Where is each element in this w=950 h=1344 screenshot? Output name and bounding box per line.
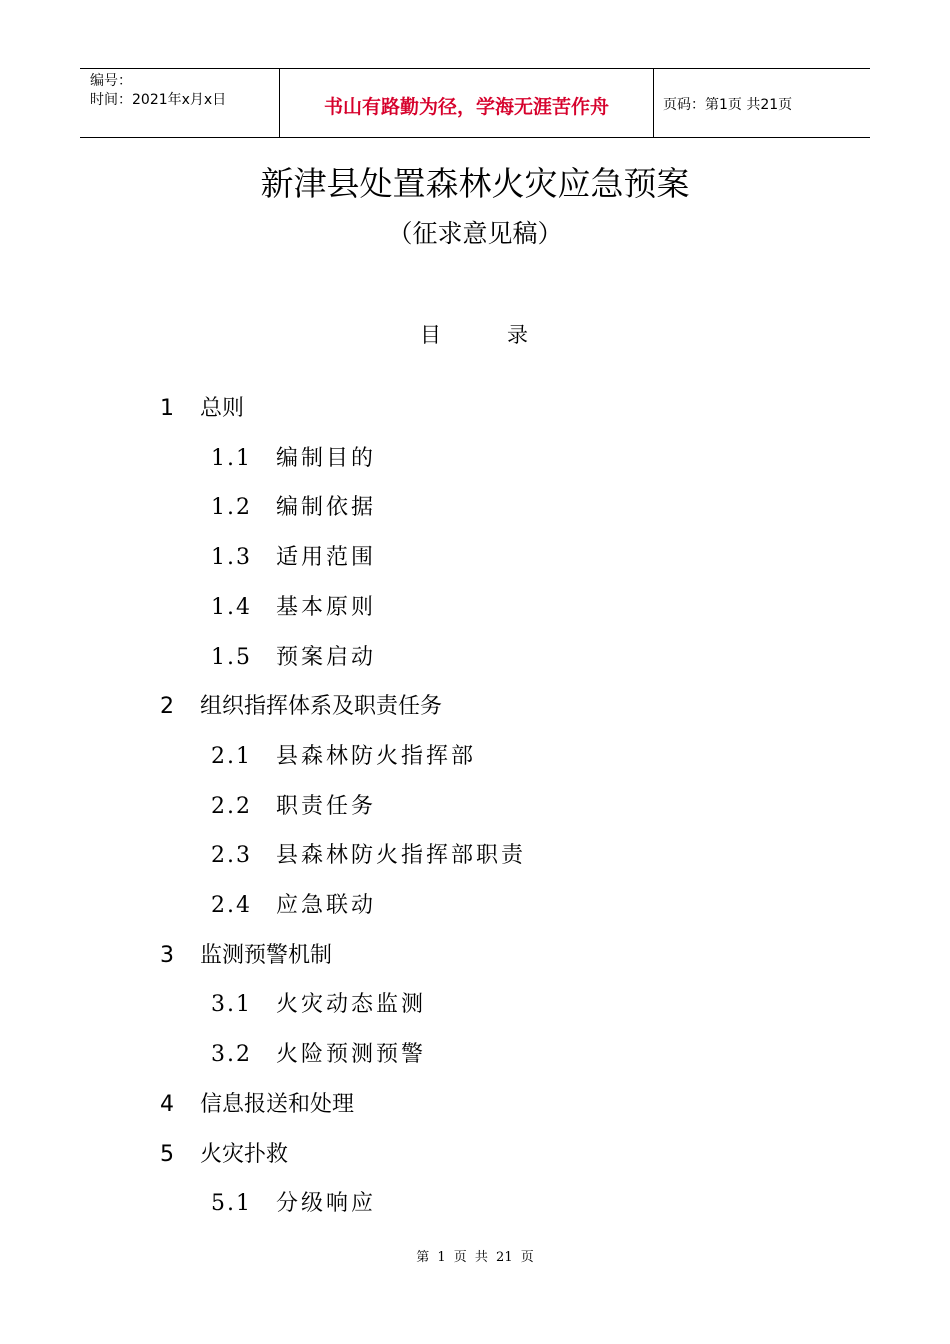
toc-item-number: 2.2 bbox=[211, 794, 252, 819]
toc-item-number: 2 bbox=[160, 694, 174, 719]
toc-item-label: 编制依据 bbox=[276, 495, 377, 520]
toc-item-label: 县森林防火指挥部职责 bbox=[276, 843, 527, 868]
toc-item bbox=[211, 789, 376, 825]
toc-item bbox=[211, 888, 376, 924]
page-footer: 第 1 页 共 21 页 bbox=[416, 1250, 534, 1265]
toc-item-label: 分级响应 bbox=[276, 1191, 377, 1216]
toc-item bbox=[160, 1137, 288, 1173]
toc-item bbox=[160, 689, 442, 725]
toc-item-label: 职责任务 bbox=[276, 794, 377, 819]
toc-item bbox=[211, 540, 376, 576]
header-motto: 书山有路勤为径，学海无涯苦作舟 bbox=[280, 69, 654, 137]
toc-heading: 目录 bbox=[420, 323, 594, 347]
document-subtitle: （征求意见稿） bbox=[387, 219, 563, 248]
toc-item-number: 3.1 bbox=[211, 992, 252, 1017]
document-title: 新津县处置森林火灾应急预案 bbox=[260, 164, 690, 203]
page-header bbox=[80, 68, 870, 138]
toc-item-number: 1.4 bbox=[211, 595, 252, 620]
toc-item-label: 信息报送和处理 bbox=[200, 1092, 355, 1117]
toc-item-number: 2.4 bbox=[211, 893, 252, 918]
toc-item bbox=[211, 987, 426, 1023]
header-page-info: 页码：第1页 共21页 bbox=[663, 97, 793, 113]
toc-item-number: 1.5 bbox=[211, 645, 252, 670]
toc-item bbox=[211, 441, 376, 477]
toc-item-number: 5.1 bbox=[211, 1191, 252, 1216]
header-time: 时间：2021年x月x日 bbox=[90, 92, 227, 108]
toc-item-number: 3.2 bbox=[211, 1042, 252, 1067]
header-meta bbox=[80, 69, 280, 137]
toc-item bbox=[211, 640, 376, 676]
toc-item-label: 火险预测预警 bbox=[276, 1042, 427, 1067]
header-number: 编号： bbox=[90, 73, 132, 89]
toc-item-label: 预案启动 bbox=[276, 645, 377, 670]
toc-item-label: 县森林防火指挥部 bbox=[276, 744, 477, 769]
toc-item-number: 4 bbox=[160, 1092, 174, 1117]
toc-item-label: 编制目的 bbox=[276, 446, 377, 471]
toc-item bbox=[211, 1186, 376, 1222]
toc-item-label: 火灾动态监测 bbox=[276, 992, 427, 1017]
toc-item bbox=[211, 838, 526, 874]
toc-item bbox=[211, 490, 376, 526]
toc-item-label: 基本原则 bbox=[276, 595, 377, 620]
toc-item bbox=[160, 391, 244, 427]
toc-item-label: 总则 bbox=[200, 396, 245, 421]
toc-item-label: 监测预警机制 bbox=[200, 943, 333, 968]
toc-item-label: 组织指挥体系及职责任务 bbox=[200, 694, 443, 719]
toc-item-label: 适用范围 bbox=[276, 545, 377, 570]
toc-item-number: 2.3 bbox=[211, 843, 252, 868]
toc-item bbox=[211, 739, 476, 775]
toc-item-label: 应急联动 bbox=[276, 893, 377, 918]
toc-item bbox=[160, 1087, 354, 1123]
toc-item-number: 3 bbox=[160, 943, 174, 968]
toc-item-number: 5 bbox=[160, 1142, 174, 1167]
toc-item bbox=[160, 938, 332, 974]
toc-item-label: 火灾扑救 bbox=[200, 1142, 289, 1167]
toc-item-number: 1 bbox=[160, 396, 174, 421]
toc-item-number: 2.1 bbox=[211, 744, 252, 769]
toc-item bbox=[211, 1037, 426, 1073]
toc-item-number: 1.2 bbox=[211, 495, 252, 520]
toc-item bbox=[211, 590, 376, 626]
toc-item-number: 1.1 bbox=[211, 446, 252, 471]
toc-item-number: 1.3 bbox=[211, 545, 252, 570]
